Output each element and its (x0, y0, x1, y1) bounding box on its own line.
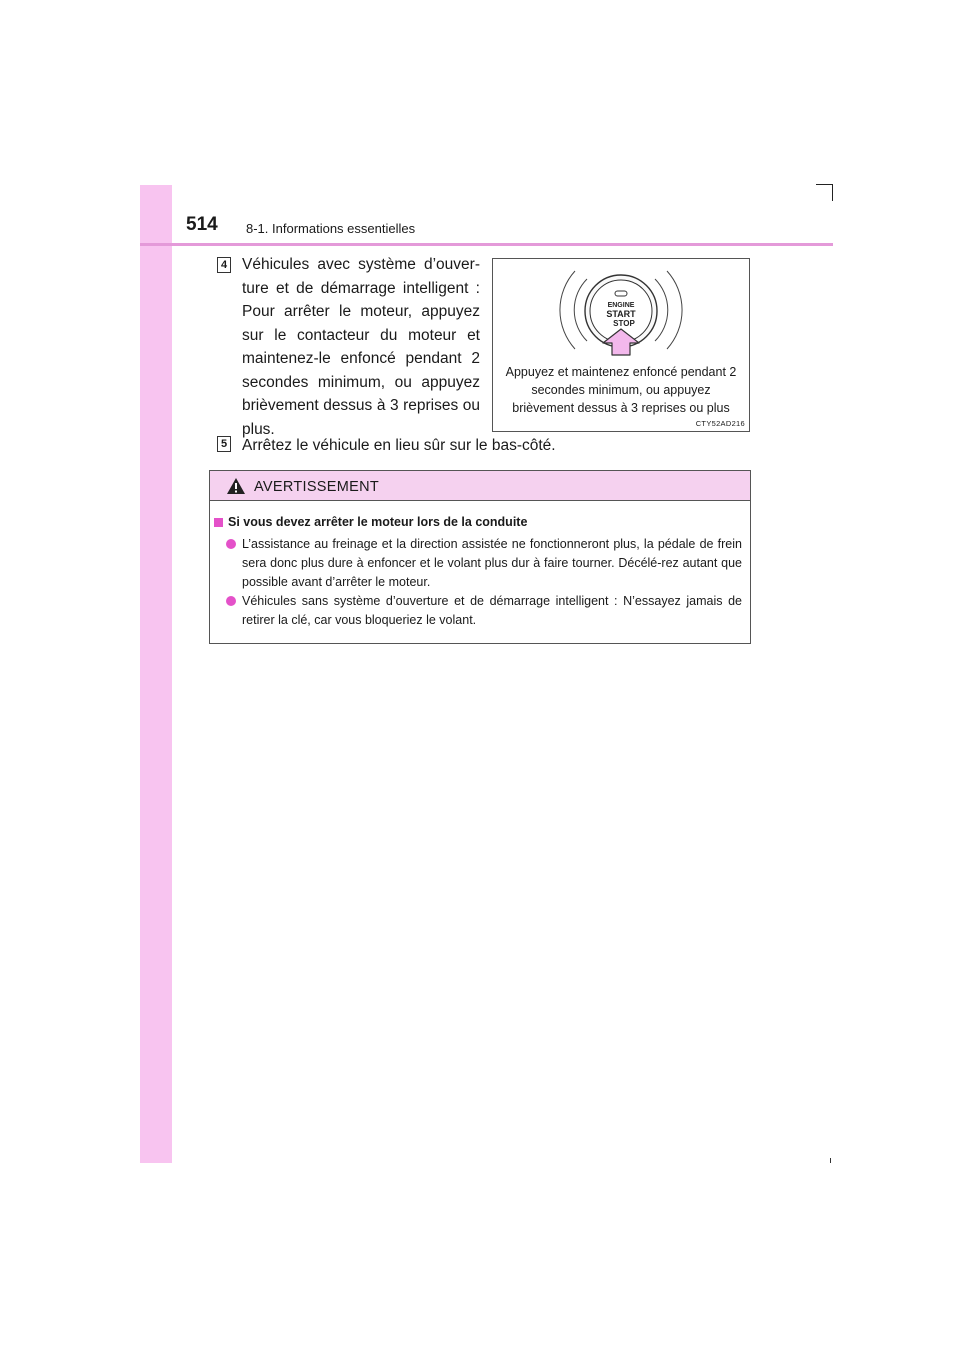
figure-code: CTY52AD216 (695, 419, 745, 428)
button-label-engine: ENGINE (607, 302, 635, 309)
page-number: 514 (186, 214, 218, 235)
warning-item (226, 592, 742, 630)
button-label-stop: STOP (613, 319, 635, 328)
button-label-start: START (606, 309, 636, 319)
warning-triangle-icon (226, 477, 246, 495)
step-text: Véhicules avec système d’ouver-ture et de démarrage intelligent : Pour arrêter le moteur, appuyez sur le contacteur du moteur et maintenez-le enfoncé pendant 2 secondes minimum, ou appuyez brièvement dessus à 3 reprises ou plus. (242, 256, 480, 438)
warning-box (209, 470, 751, 644)
step-text: Arrêtez le véhicule en lieu sûr sur le bas-côté. (242, 437, 556, 454)
warning-item-text: L’assistance au freinage et la direction assistée ne fonctionneront plus, la pédale de frein sera donc plus dure à enfoncer et le volant plus dur à faire tourner. Décélé-rez autant que possible avant d’arrêter le moteur. (242, 537, 742, 589)
step-number-badge: 5 (217, 436, 231, 452)
section-title: 8-1. Informations essentielles (246, 221, 416, 236)
header-rule (140, 243, 833, 246)
warning-item-text: Véhicules sans système d’ouverture et de démarrage intelligent : N’essayez jamais de retirer la clé, car vous bloqueriez le volant. (242, 594, 742, 627)
warning-heading (214, 515, 527, 529)
page-side-tab (140, 185, 172, 1163)
crop-mark (830, 1158, 831, 1163)
step-number-badge: 4 (217, 257, 231, 273)
figure-box (492, 258, 750, 432)
crop-mark (832, 184, 833, 201)
warning-heading-text: Si vous devez arrêter le moteur lors de la conduite (228, 515, 528, 529)
square-bullet-icon (214, 518, 223, 527)
round-bullet-icon (226, 539, 236, 549)
crop-mark (816, 184, 833, 185)
warning-title: AVERTISSEMENT (254, 479, 380, 495)
warning-item (226, 535, 742, 592)
figure-caption: Appuyez et maintenez enfoncé pendant 2 secondes minimum, ou appuyez brièvement dessus à 3 reprises ou plus (505, 365, 737, 415)
round-bullet-icon (226, 596, 236, 606)
warning-header (210, 471, 750, 501)
